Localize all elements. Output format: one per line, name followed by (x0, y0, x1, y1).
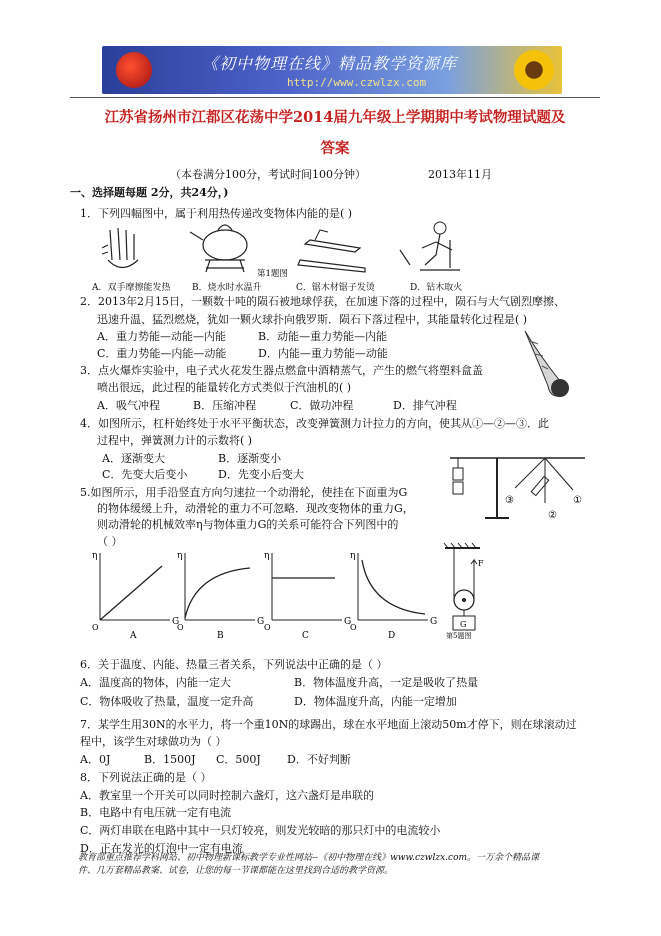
q6-option-d[interactable]: D．物体温度升高，内能一定增加 (294, 695, 457, 708)
saw-figure (298, 230, 365, 272)
svg-text:O: O (177, 623, 184, 632)
svg-text:O: O (264, 623, 271, 632)
pulley-g-label: G (460, 620, 467, 629)
doc-title-line1: 江苏省扬州市江都区花荡中学2014届九年级上学期期中考试物理试题及 (104, 109, 566, 126)
q6-option-c[interactable]: C．物体吸收了热量，温度一定升高 (80, 695, 254, 708)
graph-label-b: B (217, 631, 224, 641)
q5-line1: 5.如图所示，用手沿竖直方向匀速拉一个动滑轮，使挂在下面重为G (80, 486, 408, 499)
q7-option-d[interactable]: D．不好判断 (287, 753, 351, 766)
lever-label-2: ② (548, 510, 557, 521)
page-footer (78, 852, 598, 878)
meteor-figure (520, 326, 580, 401)
q3-option-a[interactable]: A．吸气冲程 (97, 399, 160, 412)
q7-option-a[interactable]: A．0J (80, 753, 111, 766)
svg-text:G: G (172, 617, 180, 627)
q5-graphs (90, 548, 440, 640)
q8-option-a[interactable]: A．教室里一个开关可以同时控制六盏灯，这六盏灯是串联的 (80, 789, 374, 802)
q2-option-d[interactable]: D．内能—重力势能—动能 (258, 347, 388, 360)
q5-line3: 则动滑轮的机械效率η与物体重力G的关系可能符合下列图中的 (97, 518, 399, 531)
q2-option-b[interactable]: B．动能—重力势能—内能 (258, 330, 388, 343)
header-banner (102, 46, 562, 94)
q5-line2: 的物体缓缓上升，动滑轮的重力不可忽略．现改变物体的重力G， (97, 502, 414, 515)
q4-line2: 过程中，弹簧测力计的示数将( ) (97, 434, 253, 447)
q1-option-c[interactable]: C．锯木材锯子发烫 (296, 283, 375, 293)
site-logo-icon (116, 52, 152, 88)
q8-option-d[interactable]: D．正在发光的灯泡中一定有电流 (80, 842, 243, 855)
pulley-f-label: F (478, 559, 484, 568)
q1-figure-caption: 第1题图 (257, 269, 288, 279)
q4-option-b[interactable]: B．逐渐变小 (218, 452, 282, 465)
svg-text:G: G (257, 617, 265, 627)
svg-text:η: η (350, 551, 356, 561)
graph-label-d: D (388, 631, 396, 641)
q7-option-b[interactable]: B．1500J (144, 753, 196, 766)
banner-title: 《初中物理在线》精品教学资源库 (202, 54, 458, 73)
svg-text:η: η (92, 551, 98, 561)
q6-option-b[interactable]: B．物体温度升高，一定是吸收了热量 (294, 676, 479, 689)
footer-line1: 教育部重点推荐学科网站、初中物理新课标教学专业性网站--《初中物理在线》www.czwlzx.com。一万余个精品课 (78, 853, 540, 863)
svg-text:O: O (350, 623, 357, 632)
q3-line2: 喷出很远，此过程的能量转化方式类似于汽油机的( ) (97, 381, 352, 394)
q7-line2: 程中，该学生对球做功为（ ） (80, 735, 227, 748)
svg-text:G: G (344, 617, 352, 627)
q6-stem: 6．关于温度、内能、热量三者关系，下列说法中正确的是（ ） (80, 658, 388, 671)
q8-option-b[interactable]: B．电路中有电压就一定有电流 (80, 806, 232, 819)
q8-option-c[interactable]: C．两灯串联在电路中其中一只灯较亮，则发光较暗的那只灯中的电流较小 (80, 824, 441, 837)
q2-line2: 迅速升温、猛烈燃烧，犹如一颗火球扑向俄罗斯．陨石下落过程中，其能量转化过程是( ) (97, 313, 528, 326)
q7-line1: 7．某学生用30N的水平力，将一个重10N的球踢出，球在水平地面上滚动50m才停下，则在球滚动过 (80, 718, 577, 731)
q1-option-b[interactable]: B．烧水时水温升 (192, 283, 262, 293)
graph-a (92, 551, 179, 641)
q5-line4: （ ） (97, 535, 123, 548)
graph-c (264, 551, 351, 641)
pulley-caption: 第5题图 (446, 632, 472, 640)
lever-label-3: ③ (505, 495, 514, 506)
sunflower-icon (514, 50, 554, 90)
kettle-figure (190, 225, 247, 272)
doc-date: 2013年11月 (428, 168, 492, 181)
footer-line2: 件、几万套精品教案、试卷，让您的每一节课都能在这里找到合适的教学资源。 (78, 866, 394, 876)
drill-fire-figure (400, 222, 460, 270)
q1-option-a[interactable]: A．双手摩擦能发热 (92, 283, 171, 293)
lever-label-1: ① (573, 495, 582, 506)
q4-option-a[interactable]: A．逐渐变大 (102, 452, 165, 465)
doc-subtitle: （本卷满分100分，考试时间100分钟） (170, 168, 366, 181)
svg-text:η: η (177, 551, 183, 561)
header-divider (70, 97, 600, 98)
rubbing-hands-figure (102, 228, 138, 268)
banner-url[interactable]: http://www.czwlzx.com (287, 76, 427, 89)
q3-option-c[interactable]: C．做功冲程 (290, 399, 354, 412)
svg-text:O: O (92, 623, 99, 632)
q6-option-a[interactable]: A．温度高的物体，内能一定大 (80, 676, 231, 689)
q4-option-c[interactable]: C．先变大后变小 (102, 468, 188, 481)
q3-line1: 3．点火爆炸实验中，电子式火花发生器点燃盒中酒精蒸气，产生的燃气将塑料盒盖 (80, 364, 483, 377)
q1-figures (100, 220, 480, 280)
q2-line1: 2．2013年2月15日，一颗数十吨的陨石被地球俘获，在加速下落的过程中，陨石与大气剧烈摩擦、 (80, 295, 565, 308)
q3-option-b[interactable]: B．压缩冲程 (193, 399, 257, 412)
q2-option-a[interactable]: A．重力势能—动能—内能 (97, 330, 226, 343)
section-heading: 一、选择题每题 2分，共24分，) (70, 186, 229, 199)
doc-title-line2: 答案 (320, 140, 350, 157)
graph-label-a: A (130, 631, 137, 641)
q7-option-c[interactable]: C．500J (216, 753, 261, 766)
q4-line1: 4．如图所示，杠杆始终处于水平平衡状态，改变弹簧测力计拉力的方向，使其从①—②—③．此 (80, 417, 549, 430)
graph-label-c: C (302, 631, 309, 641)
q1-option-d[interactable]: D．钻木取火 (410, 283, 463, 293)
graph-b (177, 551, 264, 641)
q4-option-d[interactable]: D．先变小后变大 (218, 468, 304, 481)
q3-option-d[interactable]: D．排气冲程 (393, 399, 457, 412)
pulley-figure (440, 540, 500, 640)
lever-figure (445, 448, 595, 523)
graph-d (350, 551, 437, 641)
svg-text:η: η (264, 551, 270, 561)
q2-option-c[interactable]: C．重力势能—内能—动能 (97, 347, 227, 360)
q8-stem: 8．下列说法正确的是（ ） (80, 771, 212, 784)
svg-text:G: G (430, 617, 438, 627)
q1-stem: 1．下列四幅图中，属于利用热传递改变物体内能的是( ) (80, 207, 353, 220)
